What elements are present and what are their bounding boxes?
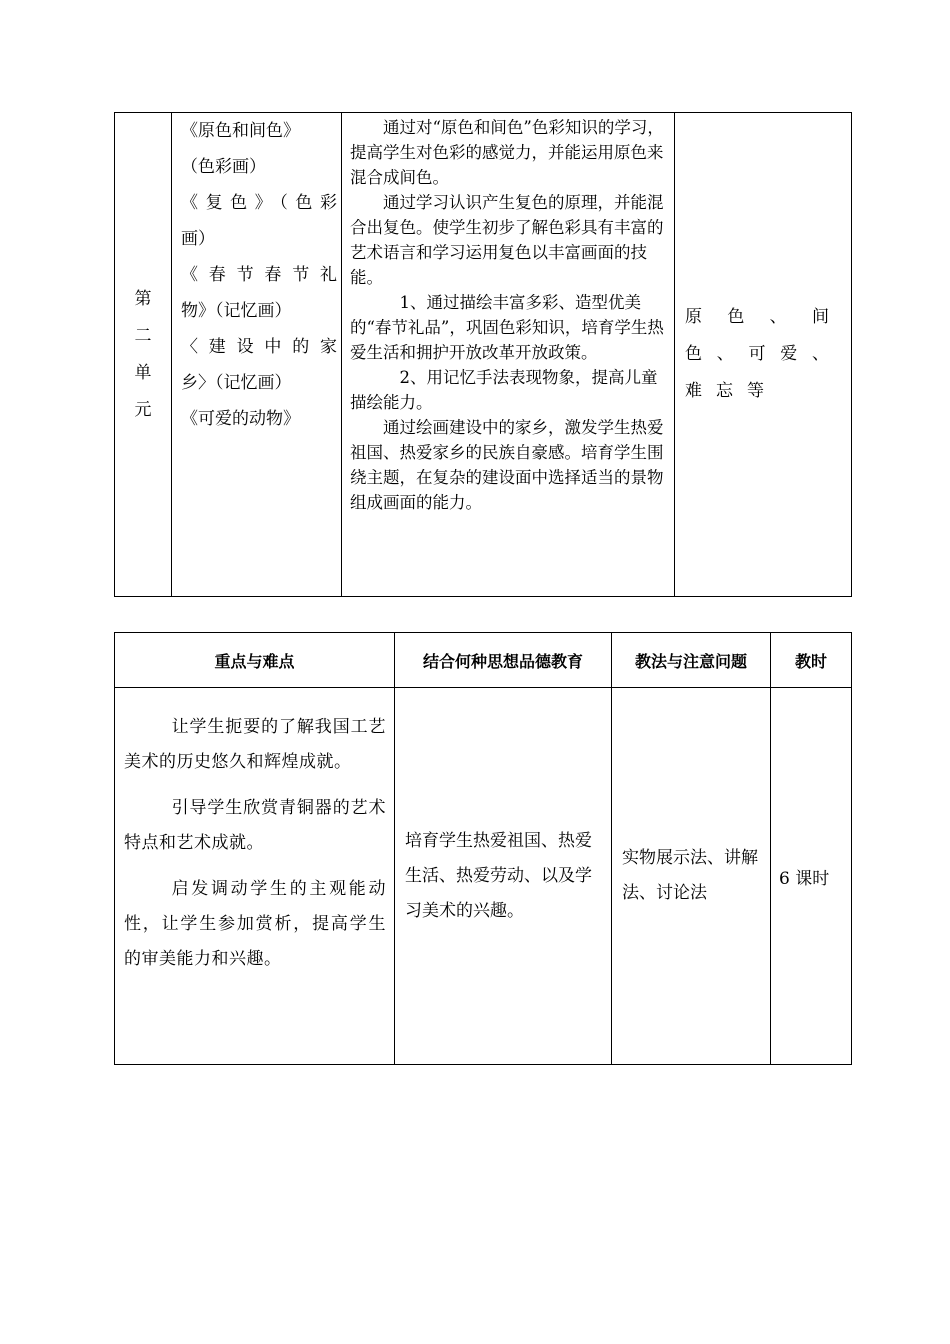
header-moral: 结合何种思想品德教育 [395, 633, 612, 688]
lesson-line: 物》（记忆画） [181, 301, 292, 321]
unit-table [114, 112, 852, 597]
goals-cell [342, 113, 675, 597]
hours-cell [771, 688, 852, 1065]
keypoints-cell [115, 688, 395, 1065]
lesson-line: 《复色》（色彩 [181, 193, 337, 213]
lessons-cell [172, 113, 342, 597]
hours-text: 6 课时 [779, 868, 830, 889]
header-hours: 教时 [771, 633, 852, 688]
moral-cell [395, 688, 612, 1065]
unit-label-char: 第 [134, 288, 152, 309]
keypoint-paragraph: 启发调动学生的主观能动性，让学生参加赏析，提高学生的审美能力和兴趣。 [124, 879, 386, 969]
unit-label-cell [115, 113, 172, 597]
goal-paragraph: 1、通过描绘丰富多彩、造型优美的“春节礼品”，巩固色彩知识，培育学生热爱生活和拥护开放改革开放政策。 [350, 293, 664, 362]
unit-label-char: 二 [134, 325, 152, 346]
plan-body-row [115, 688, 852, 1065]
plan-table [114, 632, 852, 1065]
unit-label-char: 元 [134, 399, 152, 420]
method-text: 实物展示法、讲解法、讨论法 [622, 848, 758, 903]
goal-paragraph: 通过绘画建设中的家乡，激发学生热爱祖国、热爱家乡的民族自豪感。培育学生围绕主题，在复杂的建设面中选择适当的景物组成画面的能力。 [350, 418, 664, 512]
lesson-line: （色彩画） [181, 157, 266, 177]
header-method: 教法与注意问题 [612, 633, 771, 688]
goal-paragraph: 通过学习认识产生复色的原理，并能混合出复色。使学生初步了解色彩具有丰富的艺术语言和学习运用复色以丰富画面的技能。 [350, 193, 664, 287]
lesson-line: 《 春 节 春 节 礼 [181, 265, 337, 285]
lesson-line: 《原色和间色》 [181, 121, 300, 141]
plan-header-row [115, 633, 852, 688]
unit-label-char: 单 [134, 362, 152, 383]
keypoint-paragraph: 让学生扼要的了解我国工艺美术的历史悠久和辉煌成就。 [124, 717, 386, 772]
moral-text: 培育学生热爱祖国、热爱生活、热爱劳动、以及学习美术的兴趣。 [405, 830, 592, 921]
goal-paragraph: 2、用记忆手法表现物象，提高儿童描绘能力。 [350, 368, 658, 412]
terms-cell [675, 113, 852, 597]
goal-paragraph: 通过对“原色和间色”色彩知识的学习，提高学生对色彩的感觉力，并能运用原色来混合成间色。 [350, 118, 664, 187]
lesson-line: 乡〉（记忆画） [181, 373, 292, 393]
terms-text: 原色、间色、可爱、难忘等 [685, 307, 843, 401]
keypoint-paragraph: 引导学生欣赏青铜器的艺术特点和艺术成就。 [124, 798, 386, 853]
lesson-line: 《可爱的动物》 [181, 409, 300, 429]
lesson-line: 〈 建 设 中 的 家 [181, 337, 337, 357]
header-keypoints: 重点与难点 [115, 633, 395, 688]
method-cell [612, 688, 771, 1065]
lesson-line: 画） [181, 229, 215, 249]
